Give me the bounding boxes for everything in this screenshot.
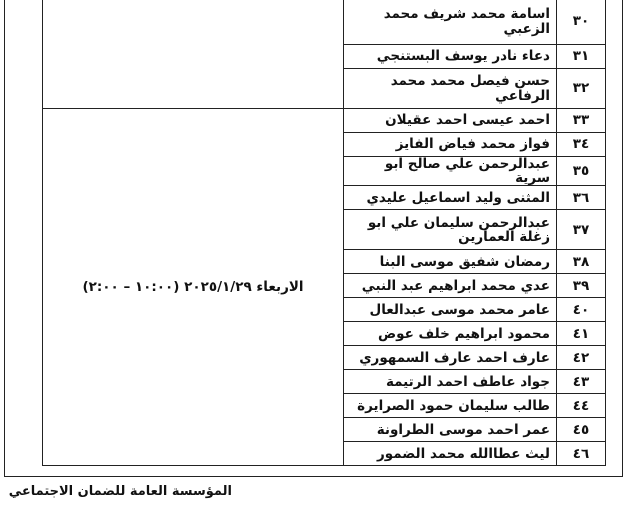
- row-name: طالب سليمان حمود الصرايرة: [344, 394, 557, 418]
- footer-organization: المؤسسة العامة للضمان الاجتماعي: [8, 484, 232, 499]
- row-name: رمضان شفيق موسى البنا: [344, 250, 557, 274]
- row-number: ٤٦: [557, 442, 606, 466]
- footer-divider: [4, 476, 623, 477]
- row-number: ٣٩: [557, 274, 606, 298]
- row-name: عامر محمد موسى عبدالعال: [344, 298, 557, 322]
- row-number: ٣٤: [557, 133, 606, 157]
- row-name: جواد عاطف احمد الرتيمة: [344, 370, 557, 394]
- row-name: عارف احمد عارف السمهوري: [344, 346, 557, 370]
- row-name: عبدالرحمن علي صالح ابو سرية: [344, 157, 557, 186]
- row-number: ٤١: [557, 322, 606, 346]
- row-name: محمود ابراهيم خلف عوض: [344, 322, 557, 346]
- row-name: دعاء نادر يوسف البستنجي: [344, 45, 557, 69]
- row-name: المثنى وليد اسماعيل عليدي: [344, 186, 557, 210]
- page-border-left: [4, 0, 5, 476]
- row-name: عبدالرحمن سليمان علي ابو زغلة العمارين: [344, 210, 557, 250]
- row-number: ٤٢: [557, 346, 606, 370]
- row-number: ٤٠: [557, 298, 606, 322]
- row-number: ٣٥: [557, 157, 606, 186]
- row-number: ٤٤: [557, 394, 606, 418]
- row-name: عدي محمد ابراهيم عبد النبي: [344, 274, 557, 298]
- row-number: ٣٨: [557, 250, 606, 274]
- table-row: [43, 0, 606, 45]
- row-number: ٣٣: [557, 109, 606, 133]
- row-number: ٣١: [557, 45, 606, 69]
- row-name: اسامة محمد شريف محمد الزعبي: [344, 0, 557, 45]
- row-name: عمر احمد موسى الطراونة: [344, 418, 557, 442]
- row-name: فواز محمد فياض الفايز: [344, 133, 557, 157]
- row-number: ٣٦: [557, 186, 606, 210]
- row-name: حسن فيصل محمد محمد الرفاعي: [344, 69, 557, 109]
- row-number: ٤٥: [557, 418, 606, 442]
- row-number: ٣٠: [557, 0, 606, 45]
- row-number: ٣٧: [557, 210, 606, 250]
- row-name: احمد عيسى احمد عقيلان: [344, 109, 557, 133]
- session-cell-empty: [43, 0, 344, 109]
- row-number: ٤٣: [557, 370, 606, 394]
- roster-table: [42, 0, 606, 466]
- table-row: [43, 109, 606, 133]
- page-border-right: [622, 0, 623, 476]
- session-date-time: الاربعاء ٢٠٢٥/١/٢٩ (١٠:٠٠ – ٢:٠٠): [43, 109, 344, 466]
- row-name: ليث عطاالله محمد الضمور: [344, 442, 557, 466]
- row-number: ٣٢: [557, 69, 606, 109]
